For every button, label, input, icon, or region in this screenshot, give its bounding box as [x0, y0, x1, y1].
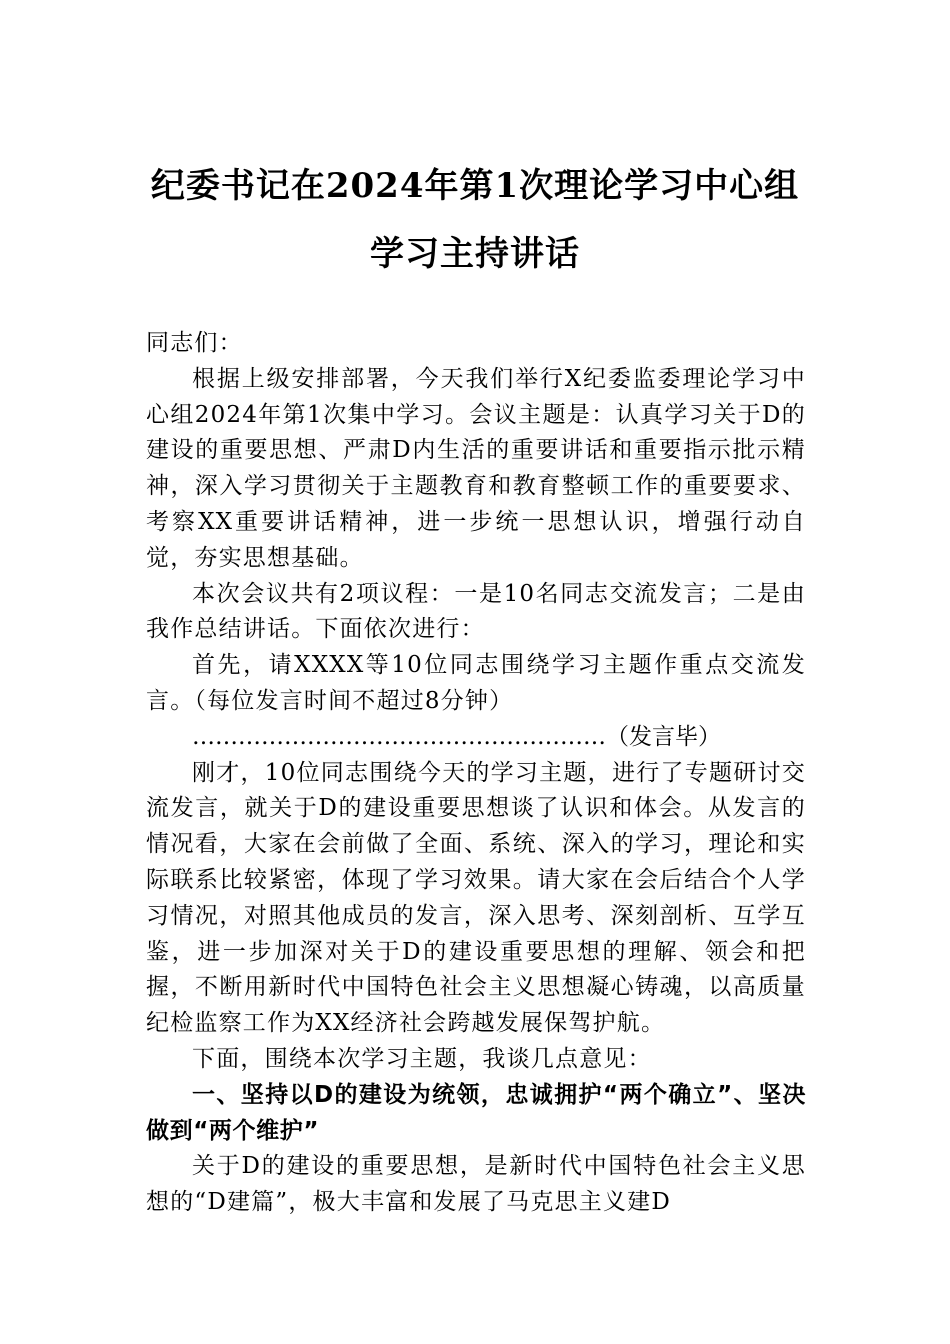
document-title-line-2: 学习主持讲话 [370, 234, 580, 274]
salutation: 同志们： [146, 330, 243, 356]
section-heading-1: 一、坚持以D的建设为统领，忠诚拥护“两个确立”、坚决做到“两个维护” [146, 1081, 806, 1144]
paragraph-agenda: 本次会议共有2项议程：一是10名同志交流发言；二是由我作总结讲话。下面依次进行： [146, 580, 806, 643]
paragraph-meeting-intro: 根据上级安排部署，今天我们举行X纪委监委理论学习中心组2024年第1次集中学习。会议主题是：认真学习关于D的建设的重要思想、严肃D内生活的重要讲话和重要指示批示精神，深入学习贯彻关于主题教育和教育整顿工作的重要要求、考察XX重要讲话精神，进一步统一思想认识，增强行动自觉，夯实思想基础。 [146, 365, 806, 571]
paragraph-summary: 刚才，10位同志围绕今天的学习主题，进行了专题研讨交流发言，就关于D的建设重要思想谈了认识和体会。从发言的情况看，大家在会前做了全面、系统、深入的学习，理论和实际联系比较紧密，体现了学习效果。请大家在会后结合个人学习情况，对照其他成员的发言，深入思考、深刻剖析、互学互鉴，进一步加深对关于D的建设重要思想的理解、领会和把握，不断用新时代中国特色社会主义思想凝心铸魂，以高质量纪检监察工作为XX经济社会跨越发展保驾护航。 [146, 759, 806, 1037]
paragraph-section-1: 关于D的建设的重要思想，是新时代中国特色社会主义思想的“D建篇”，极大丰富和发展了马克思主义建D [146, 1153, 806, 1216]
document-title-line-1: 纪委书记在2024年第1次理论学习中心组 [150, 166, 800, 206]
speech-finished-line: ………………………………………………（发言毕） [192, 723, 721, 750]
paragraph-opinions-intro: 下面，围绕本次学习主题，我谈几点意见： [192, 1045, 652, 1072]
paragraph-first-item: 首先，请XXXX等10位同志围绕学习主题作重点交流发言。（每位发言时间不超过8分钟） [146, 652, 806, 714]
document-body [146, 326, 806, 1221]
